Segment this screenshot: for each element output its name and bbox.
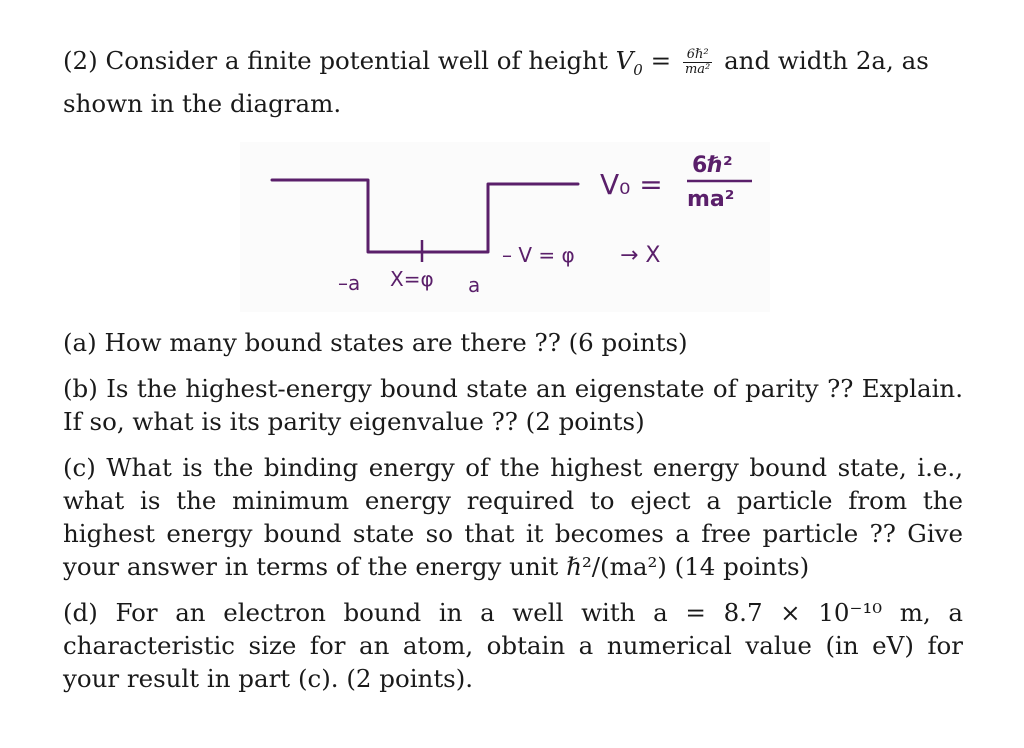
zero-potential-label: – V = φ [502, 242, 575, 267]
v0-handwritten-numerator: 6ℏ² [692, 152, 733, 178]
well-outline [272, 180, 578, 252]
problem-number: (2) [63, 46, 98, 75]
v0-handwritten-label: V₀ = [600, 167, 663, 201]
v0-fraction-numerator: 6ℏ² [683, 48, 712, 63]
v0-handwritten-denominator: ma² [687, 186, 735, 212]
center-label: X=φ [390, 266, 434, 291]
v0-fraction [683, 48, 712, 77]
question-b: (b) Is the highest-energy bound state an eigenstate of parity ?? Explain. If so, what is its parity eigenvalue ?? (2 points) [63, 373, 963, 436]
v0-fraction-denominator: ma² [684, 62, 711, 77]
potential-well-sketch [240, 142, 770, 312]
intro-text-after: and width 2a, as shown in the diagram. [63, 46, 929, 118]
question-a: (a) How many bound states are there ?? (6 points) [63, 327, 688, 357]
question-d: (d) For an electron bound in a well with a = 8.7 × 10⁻¹⁰ m, a characteristic size for an atom, obtain a numerical value (in eV) for your result in part (c). (2 points). [63, 597, 963, 693]
v0-symbol: $V_0$ [615, 46, 643, 79]
intro-text-before: Consider a finite potential well of height [105, 46, 608, 75]
x-axis-label: → X [620, 242, 661, 268]
problem-intro [63, 44, 963, 120]
question-list [63, 326, 963, 695]
problem-document [63, 44, 963, 708]
right-edge-label: a [468, 272, 481, 297]
left-edge-label: –a [338, 270, 361, 295]
question-c: (c) What is the binding energy of the highest energy bound state, i.e., what is the minimum energy required to eject a particle from the highest energy bound state so that it becomes a free particle ?? Give your answer in terms of the energy unit ℏ²/(ma²) (14 points) [63, 452, 963, 581]
equals-sign: = [650, 46, 672, 75]
potential-well-diagram [240, 142, 770, 312]
